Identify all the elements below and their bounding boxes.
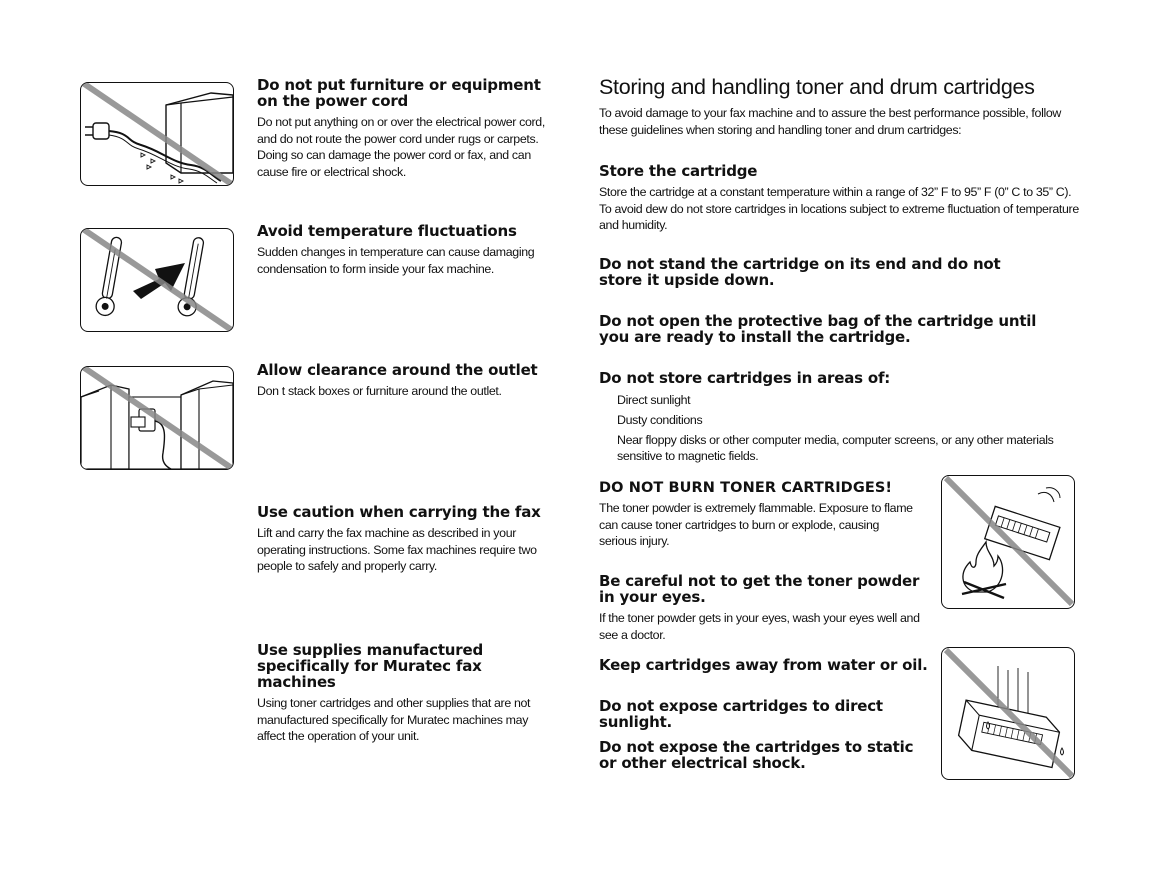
section-heading: Allow clearance around the outlet — [257, 361, 538, 379]
cartridge-fire-icon — [941, 475, 1075, 609]
cartridge-water-drops-icon — [941, 647, 1075, 780]
store-body: Store the cartridge at a constant temperature within a range of 32” F to 95” F (0” C to 35” C). To avoid dew do not store cartridges in locations subject to extreme fluctuation of temperature and humidity. — [599, 185, 1079, 232]
burn-warning-heading: DO NOT BURN TONER CARTRIDGES! — [599, 480, 893, 496]
section-heading: Use supplies manufactured specifically for Muratec fax machines — [257, 641, 483, 691]
page-title: Storing and handling toner and drum cartridges — [599, 75, 1035, 99]
section-heading: Use caution when carrying the fax — [257, 503, 541, 521]
list-item: Direct sunlight — [617, 393, 691, 407]
section-body: Don t stack boxes or furniture around the outlet. — [257, 384, 502, 398]
section-heading: Do not put furniture or equipment on the power cord — [257, 76, 541, 110]
section-body: Sudden changes in temperature can cause damaging condensation to form inside your fax machine. — [257, 245, 535, 276]
no-stand-heading: Do not stand the cartridge on its end and do not store it upside down. — [599, 255, 1001, 289]
power-cord-under-furniture-icon — [80, 82, 234, 186]
static-heading: Do not expose the cartridges to static or other electrical shock. — [599, 738, 914, 772]
water-heading: Keep cartridges away from water or oil. — [599, 656, 928, 674]
section-heading: Avoid temperature fluctuations — [257, 222, 517, 240]
list-item: Near floppy disks or other computer media, computer screens, or any other materials sensitive to magnetic fields. — [617, 433, 1054, 463]
eyes-body: If the toner powder gets in your eyes, wash your eyes well and see a doctor. — [599, 611, 920, 642]
list-item: Dusty conditions — [617, 413, 703, 427]
eyes-heading: Be careful not to get the toner powder in your eyes. — [599, 572, 920, 606]
thermometers-icon — [80, 228, 234, 332]
intro-text: To avoid damage to your fax machine and to assure the best performance possible, follow these guidelines when storing and handling toner and drum cartridges: — [599, 106, 1062, 137]
sunlight-heading: Do not expose cartridges to direct sunlight. — [599, 697, 883, 731]
store-heading: Store the cartridge — [599, 162, 758, 180]
blocked-outlet-icon — [80, 366, 234, 470]
section-body: Lift and carry the fax machine as described in your operating instructions. Some fax machines require two people to safely and properly carry. — [257, 526, 537, 573]
section-body: Using toner cartridges and other supplies that are not manufactured specifically for Muratec machines may affect the operation of your unit. — [257, 696, 531, 743]
no-open-heading: Do not open the protective bag of the cartridge until you are ready to install the cartridge. — [599, 312, 1037, 346]
areas-heading: Do not store cartridges in areas of: — [599, 369, 891, 387]
burn-warning-body: The toner powder is extremely flammable. Exposure to flame can cause toner cartridges to burn or explode, causing serious injury. — [599, 501, 913, 548]
section-body: Do not put anything on or over the electrical power cord, and do not route the power cord under rugs or carpets. Doing so can damage the power cord or fax, and can cause fire or electrical shock. — [257, 115, 545, 179]
